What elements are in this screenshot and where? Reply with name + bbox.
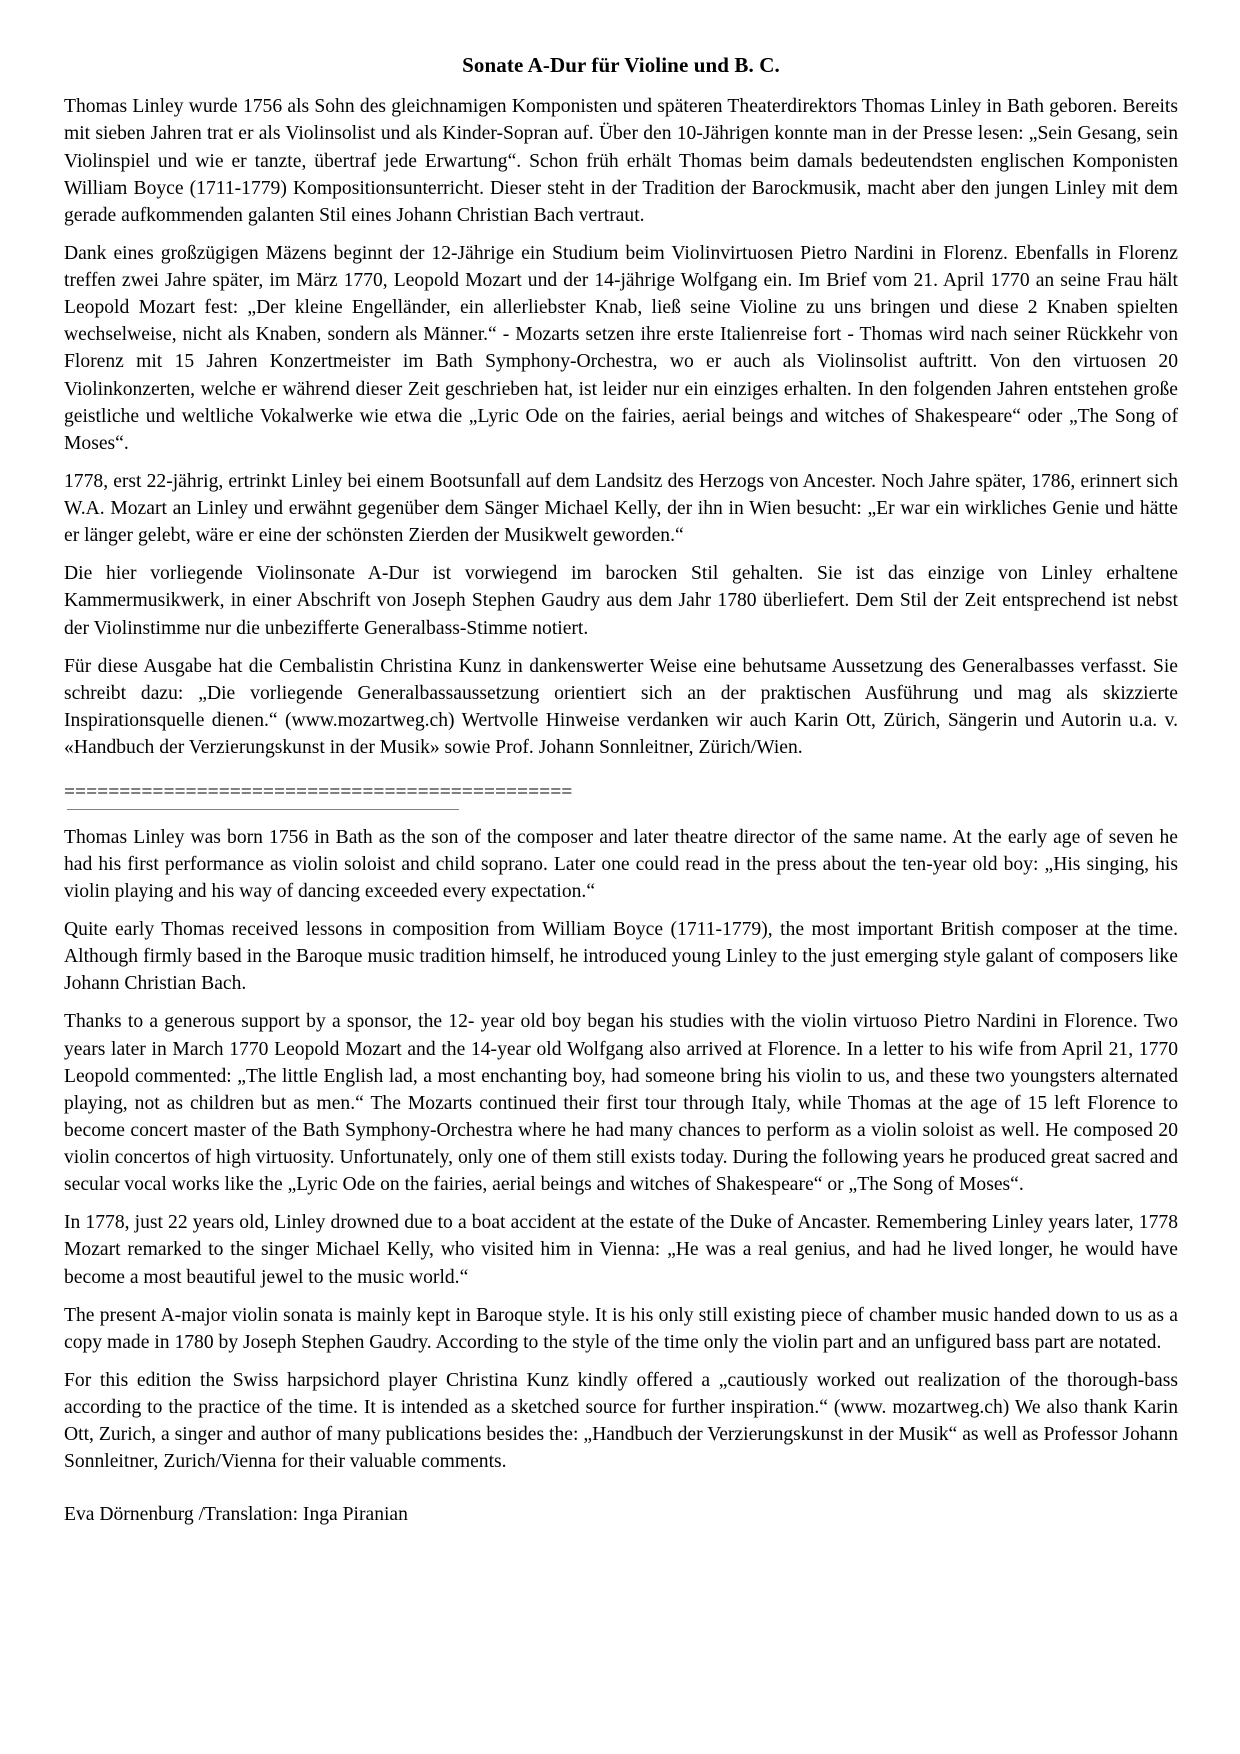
equals-separator-text: ============================================== <box>64 783 573 804</box>
paragraph-de-5: Für diese Ausgabe hat die Cembalistin Christina Kunz in dankenswerter Weise eine behutsame Aussetzung des Generalbasses verfasst. Sie schreibt dazu: „Die vorliegende Generalbassaussetzung orientiert sich an der praktischen Ausführung und mag als skizzierte Inspirationsquelle dienen.“ (www.mozartweg.ch) Wertvolle Hinweise verdanken wir auch Karin Ott, Zürich, Sängerin und Autorin u.a. v. «Handbuch der Verzierungskunst in der Musik» sowie Prof. Johann Sonnleitner, Zürich/Wien. <box>64 655 1178 758</box>
paragraph-en-6: For this edition the Swiss harpsichord player Christina Kunz kindly offered a „cautiously worked out realization of the thorough-bass according to the practice of the time. It is intended as a sketched source for further inspiration.“ (www. mozartweg.ch) We also thank Karin Ott, Zurich, a singer and author of many publications besides the: „Handbuch der Verzierungskunst in der Musik“ as well as Professor Johann Sonnleitner, Zurich/Vienna for their valuable comments. <box>64 1369 1178 1473</box>
paragraph-en-5: The present A-major violin sonata is mainly kept in Baroque style. It is his only still existing piece of chamber music handed down to us as a copy made in 1780 by Joseph Stephen Gaudry. According to the style of the time only the violin part and an unfigured bass part are notated. <box>64 1304 1178 1353</box>
author-credit-line: Eva Dörnenburg /Translation: Inga Piranian <box>64 1504 408 1526</box>
german-text-section <box>64 93 1178 761</box>
paragraph-en-1: Thomas Linley was born 1756 in Bath as the son of the composer and later theatre director of the same name. At the early age of seven he had his first performance as violin soloist and child soprano. Later one could read in the press about the ten-year old boy: „His singing, his violin playing and his way of dancing exceeded every expectation.“ <box>64 826 1178 902</box>
paragraph-de-1: Thomas Linley wurde 1756 als Sohn des gleichnamigen Komponisten und späteren Theaterdirektors Thomas Linley in Bath geboren. Bereits mit sieben Jahren trat er als Violinsolist und als Kinder-Sopran auf. Über den 10-Jährigen konnte man in der Presse lesen: „Sein Gesang, sein Violinspiel und wie er tanzte, übertraf jede Erwartung“. Schon früh erhält Thomas beim damals bedeutendsten englischen Komponisten William Boyce (1711-1779) Kompositionsunterricht. Dieser steht in der Tradition der Barockmusik, macht aber den jungen Linley mit dem gerade aufkommenden galanten Stil eines Johann Christian Bach vertraut. <box>64 96 1178 226</box>
english-text-section <box>64 824 1178 1476</box>
paragraph-en-2: Quite early Thomas received lessons in composition from William Boyce (1711-1779), the most important British composer at the time. Although firmly based in the Baroque music tradition himself, he introduced young Linley to the just emerging style galant of composers like Johann Christian Bach. <box>64 919 1178 995</box>
paragraph-en-3: Thanks to a generous support by a sponsor, the 12- year old boy began his studies with the violin virtuoso Pietro Nardini in Florence. Two years later in March 1770 Leopold Mozart and the 14-year old Wolfgang also arrived at Florence. In a letter to his wife from April 21, 1770 Leopold commented: „The little English lad, a most enchanting boy, had someone bring his violin to us, and these two youngsters alternated playing, not as children but as men.“ The Mozarts continued their first tour through Italy, while Thomas at the age of 15 left Florence to become concert master of the Bath Symphony-Orchestra where he had many chances to perform as a violin soloist as well. He composed 20 violin concertos of high virtuosity. Unfortunately, only one of them still exists today. During the following years he produced great sacred and secular vocal works like the „Lyric Ode on the fairies, aerial beings and witches of Shakespeare“ or „The Song of Moses“. <box>64 1011 1178 1196</box>
horizontal-rule <box>67 809 459 810</box>
page-title: Sonate A-Dur für Violine und B. C. <box>462 53 780 77</box>
paragraph-de-4: Die hier vorliegende Violinsonate A-Dur ist vorwiegend im barocken Stil gehalten. Sie ist das einzige von Linley erhaltene Kammermusikwerk, in einer Abschrift von Joseph Stephen Gaudry aus dem Jahr 1780 überliefert. Dem Stil der Zeit entsprechend ist nebst der Violinstimme nur die unbezifferte Generalbass-Stimme notiert. <box>64 563 1178 639</box>
paragraph-en-4: In 1778, just 22 years old, Linley drowned due to a boat accident at the estate of the Duke of Ancaster. Remembering Linley years later, 1778 Mozart remarked to the singer Michael Kelly, who visited him in Vienna: „He was a real genius, and had he lived longer, he would have become a most beautiful jewel to the music world.“ <box>64 1212 1178 1288</box>
paragraph-de-3: 1778, erst 22-jährig, ertrinkt Linley bei einem Bootsunfall auf dem Landsitz des Herzogs von Ancester. Noch Jahre später, 1786, erinnert sich W.A. Mozart an Linley und erwähnt gegenüber dem Sänger Michael Kelly, der ihn in Wien besucht: „Er war ein wirkliches Genie und hätte er länger gelebt, wäre er eine der schönsten Zierden der Musikwelt geworden.“ <box>64 470 1178 547</box>
paragraph-de-2: Dank eines großzügigen Mäzens beginnt der 12-Jährige ein Studium beim Violinvirtuosen Pietro Nardini in Florenz. Ebenfalls in Florenz treffen zwei Jahre später, im März 1770, Leopold Mozart und der 14-jährige Wolfgang ein. Im Brief vom 21. April 1770 an seine Frau hält Leopold Mozart fest: „Der kleine Engelländer, ein allerliebster Knab, ließ seine Violine zu uns bringen und diese 2 Knaben spielten wechselweise, nicht als Knaben, sondern als Männer.“ - Mozarts setzen ihre erste Italienreise fort - Thomas wird nach seiner Rückkehr von Florenz mit 15 Jahren Konzertmeister im Bath Symphony-Orchestra, wo er auch als Violinsolist auftritt. Von den virtuosen 20 Violinkonzerten, welche er während dieser Zeit geschrieben hat, ist leider nur ein einziges erhalten. In den folgenden Jahren entstehen große geistliche und weltliche Vokalwerke wie etwa die „Lyric Ode on the fairies, aerial beings and witches of Shakespeare“ oder „The Song of Moses“. <box>64 242 1178 454</box>
section-separator <box>64 783 1178 810</box>
